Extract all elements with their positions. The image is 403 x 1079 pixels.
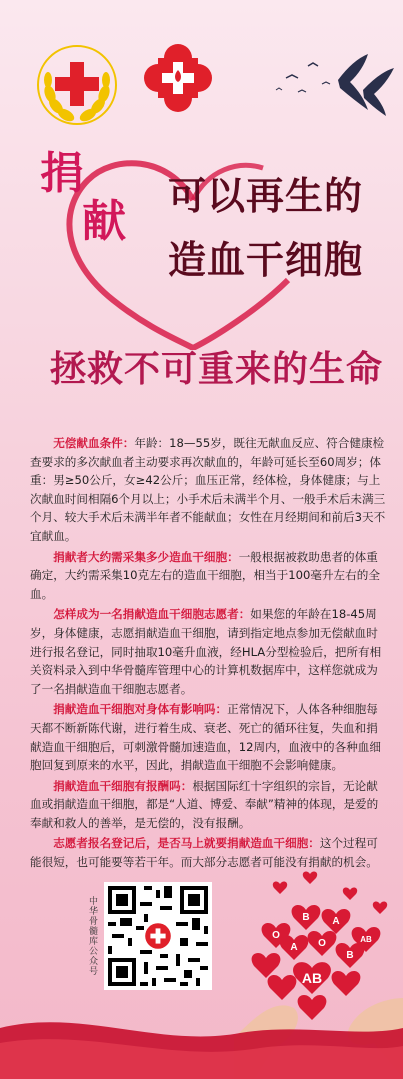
paragraph-text: 这个过程可能很短，也可能要等若干年。而大部分志愿者可能没有捐献的机会。 xyxy=(30,836,378,870)
heart-label: AB xyxy=(360,935,372,944)
paragraph xyxy=(30,777,386,833)
heart-label: B xyxy=(346,950,354,961)
paragraph-text: 年龄：18—55岁，既往无献血反应、符合健康检查要求的多次献血者主动要求再次献血的，年龄可延长至60周岁；体重：男≥50公斤，女≥42公斤；血压正常，经体检，身体健康；与上次献血时间相隔6个月以上；小手术后未满半个月、一般手术后未满三个月、较大手术后未满半年者不能献血；女性在月经期间和前后3天不宜献血。 xyxy=(30,436,386,543)
bottom-ribbon-decoration xyxy=(0,998,403,1079)
heart-label: O xyxy=(272,930,280,941)
title-char-1: 捐 xyxy=(40,148,84,199)
heart-label: B xyxy=(302,912,310,923)
paragraph xyxy=(30,548,386,604)
title-vertical xyxy=(40,150,126,246)
blood-donation-logo-icon xyxy=(144,44,212,112)
qr-caption: 中华骨髓库公众号 xyxy=(87,896,97,976)
paragraph-heading: 捐献造血干细胞对身体有影响吗： xyxy=(53,702,228,717)
red-cross-emblem-icon xyxy=(36,44,118,126)
qr-code-icon[interactable] xyxy=(104,882,212,990)
paragraph-text: 根据国际红十字组织的宗旨，无论献血或捐献造血干细胞，都是“人道、博爱、奉献”精神的体现，是爱的奉献和救人的善举，是无偿的，没有报酬。 xyxy=(30,778,379,830)
title-line-1: 可以再生的 xyxy=(168,174,364,218)
paragraph-heading: 志愿者报名登记后，是否马上就要捐献造血干细胞： xyxy=(53,836,320,851)
paragraph xyxy=(30,605,386,698)
paragraph-text: 正常情况下，人体各种细胞每天都不断新陈代谢，进行着生成、衰老、死亡的循环往复，失血和捐献造血干细胞后，可刺激骨髓加速造血，12周内，血液中的各种血细胞回复到原来的水平，因此，捐献造血干细胞不会影响健康。 xyxy=(30,702,381,773)
heart-label: O xyxy=(318,938,326,949)
paragraph-heading: 捐献造血干细胞有报酬吗： xyxy=(53,778,193,793)
paragraph xyxy=(30,434,386,546)
subtitle: 拯救不可重来的生命 xyxy=(50,349,384,390)
title-line-2: 造血干细胞 xyxy=(168,238,364,282)
paragraph-text: 如果您的年龄在18-45周岁，身体健康，志愿捐献造血干细胞，请到指定地点参加无偿献血时进行报名登记，同时抽取10毫升血液，经HLA分型检验后，把所有相关资料录入到中华骨髓库管理中心的计算机数据库中，这样您就成为了一名捐献造血干细胞志愿者。 xyxy=(30,607,382,696)
flying-birds-icon xyxy=(268,50,398,120)
title-char-2: 献 xyxy=(82,196,126,247)
paragraph-text: 一般根据被救助患者的体重确定，大约需采集10克左右的造血干细胞，相当于100毫升左右的全血。 xyxy=(30,549,380,601)
heart-label: AB xyxy=(301,970,323,986)
paragraph-heading: 无偿献血条件： xyxy=(53,436,135,450)
paragraph-heading: 捐献者大约需采集多少造血干细胞： xyxy=(53,549,239,564)
info-body xyxy=(30,434,386,874)
paragraph-heading: 怎样成为一名捐献造血干细胞志愿者： xyxy=(53,607,251,622)
paragraph xyxy=(30,700,386,774)
heart-label: A xyxy=(290,942,298,953)
heart-label: A xyxy=(332,916,340,927)
